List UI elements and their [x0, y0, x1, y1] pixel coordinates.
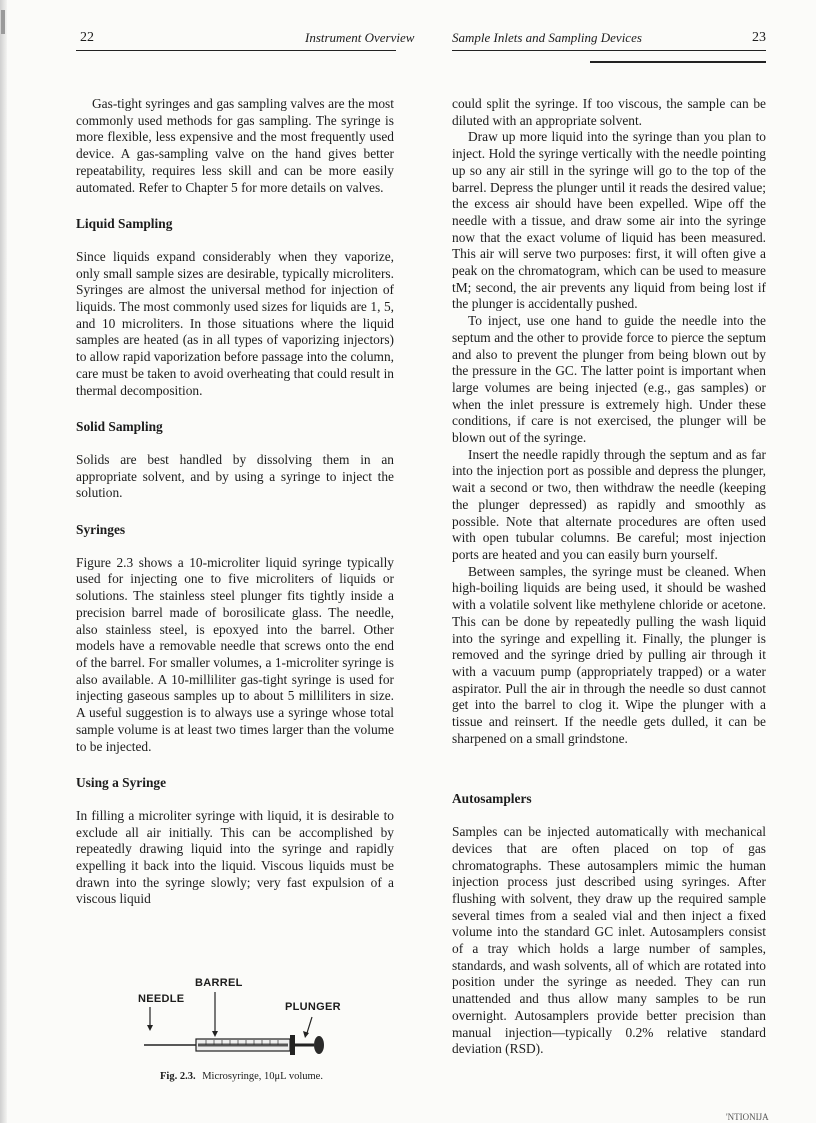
using-syringe-paragraph: In filling a microliter syringe with liquid, it is desirable to exclude all air initially. This can be accomplished by repeatedly drawing liquid into the syringe and rapidly expelling it back into the liquid. Viscous liquids must be drawn into the syringe slowly; very fast expulsion of a viscous liquid — [76, 807, 394, 907]
right-header-rule — [452, 50, 766, 51]
draw-up-paragraph: Draw up more liquid into the syringe than you plan to inject. Hold the syringe vertically with the needle pointing up so any air still in the syringe will go to the top of the barrel. Depress the plunger until it reads the desired value; the excess air should have been expelled. Wipe off the needle with a tissue, and draw some air into the syringe now that the exact volume of liquid has been measured. This air will serve two purposes: first, it will often give a peak on the chromatogram, which can be used to measure tM; second, the air prevents any liquid from being lost if the plunger is accidentally pushed. — [452, 129, 766, 312]
left-running-head: Instrument Overview — [305, 30, 415, 45]
figure-label-barrel: BARREL — [195, 977, 243, 989]
figure-caption-number: Fig. 2.3. — [160, 1071, 196, 1082]
book-spine-edge — [0, 0, 7, 1123]
left-column — [76, 96, 394, 908]
figure-microsyringe — [120, 975, 360, 1085]
spine-mark — [1, 10, 5, 34]
left-header-rule — [76, 50, 396, 51]
left-page-number: 22 — [80, 30, 94, 45]
continuation-paragraph: could split the syringe. If too viscous, the sample can be diluted with an appropriate solvent. — [452, 96, 766, 128]
liquid-sampling-paragraph: Since liquids expand considerably when they vaporize, only small sample sizes are desirable, typically microliters. Syringes are almost the universal method for injection of liquids. The most commonly used sizes for liquids are 1, 5, and 10 microliters. In those situations where the liquid samples are heated (as in all types of vaporizing injectors) to allow rapid vaporization before passage into the column, care must be taken to avoid overheating that could result in thermal decomposition. — [76, 248, 394, 398]
using-syringe-heading: Using a Syringe — [76, 775, 167, 791]
liquid-sampling-heading: Liquid Sampling — [76, 216, 173, 232]
figure-label-needle: NEEDLE — [138, 993, 185, 1005]
bottom-fragment-text: 'NTIONIJA — [726, 1112, 769, 1122]
autosamplers-heading: Autosamplers — [452, 791, 532, 807]
right-column — [452, 96, 766, 1058]
right-page-number: 23 — [752, 30, 766, 45]
solid-sampling-heading: Solid Sampling — [76, 419, 163, 435]
autosamplers-paragraph: Samples can be injected automatically with mechanical devices that are often placed on top of gas chromatographs. These autosamplers mimic the human injection process just described using syringes. After flushing with solvent, they draw up the required sample several times from a sealed vial and then inject a fixed volume into the standard GC inlet. Autosamplers consist of a tray which holds a large number of samples, standards, and wash solvents, all of which are rotated into position under the syringe as needed. They can run unattended and thus allow many samples to be run overnight. Autosamplers provide better precision than manual injection—typically 0.2% relative standard deviation (RSD). — [452, 824, 766, 1057]
figure-caption-text: Microsyringe, 10μL volume. — [202, 1071, 323, 1082]
figure-caption — [160, 1071, 323, 1082]
syringes-heading: Syringes — [76, 522, 126, 538]
insert-needle-paragraph: Insert the needle rapidly through the septum and as far into the injection port as possible and depress the plunger, wait a second or two, then withdraw the needle (keeping the plunger depressed) as rapidly and smoothly as possible. Note that alternate procedures are often used with open tubular columns. Be careful; most injection ports are heated and you can easily burn yourself. — [452, 446, 766, 562]
right-running-head: Sample Inlets and Sampling Devices — [452, 30, 642, 45]
syringes-paragraph: Figure 2.3 shows a 10-microliter liquid syringe typically used for injecting one to five microliters of liquids or solutions. The stainless steel plunger fits tightly inside a precision barrel made of borosilicate glass. The needle, also stainless steel, is epoxyed into the barrel. Other models have a removable needle that screws onto the end of the barrel. For smaller volumes, a 1-microliter syringe is also available. A 10-milliliter gas-tight syringe is used for injecting gaseous samples up to about 5 milliliters in size. A useful suggestion is to always use a syringe whose total sample volume is at least two times larger than the volume to be injected. — [76, 554, 394, 754]
intro-paragraph: Gas-tight syringes and gas sampling valves are the most commonly used methods for gas sampling. The syringe is more flexible, less expensive and the most frequently used device. A gas-sampling valve on the hand gives better repeatability, requires less skill and can be more easily automated. Refer to Chapter 5 for more details on valves. — [76, 96, 394, 195]
right-header-rule-thick — [590, 61, 766, 63]
inject-paragraph: To inject, use one hand to guide the needle into the septum and the other to provide force to pierce the septum and also to prevent the plunger from being blown out by the pressure in the GC. The latter point is important when large volumes are being injected (e.g., gas samples) or when the inlet pressure is extremely high. Under these conditions, if care is not exercised, the plunger will be blown out of the syringe. — [452, 313, 766, 446]
syringe-illustration — [120, 975, 360, 1070]
cleaning-paragraph: Between samples, the syringe must be cleaned. When high-boiling liquids are being used, it should be washed with a volatile solvent like methylene chloride or acetone. This can be done by repeatedly pulling the wash liquid into the syringe and expelling it. Finally, the plunger is removed and the syringe dried by pulling air through it with a vacuum pump (appropriately trapped) or a water aspirator. Pull the air in through the needle so dust cannot get into the barrel to clog it. Wipe the plunger with a tissue and reinsert. If the needle gets dulled, it can be sharpened on a small grindstone. — [452, 563, 766, 746]
solid-sampling-paragraph: Solids are best handled by dissolving them in an appropriate solvent, and by using a syringe to inject the solution. — [76, 451, 394, 501]
figure-label-plunger: PLUNGER — [285, 1001, 341, 1013]
